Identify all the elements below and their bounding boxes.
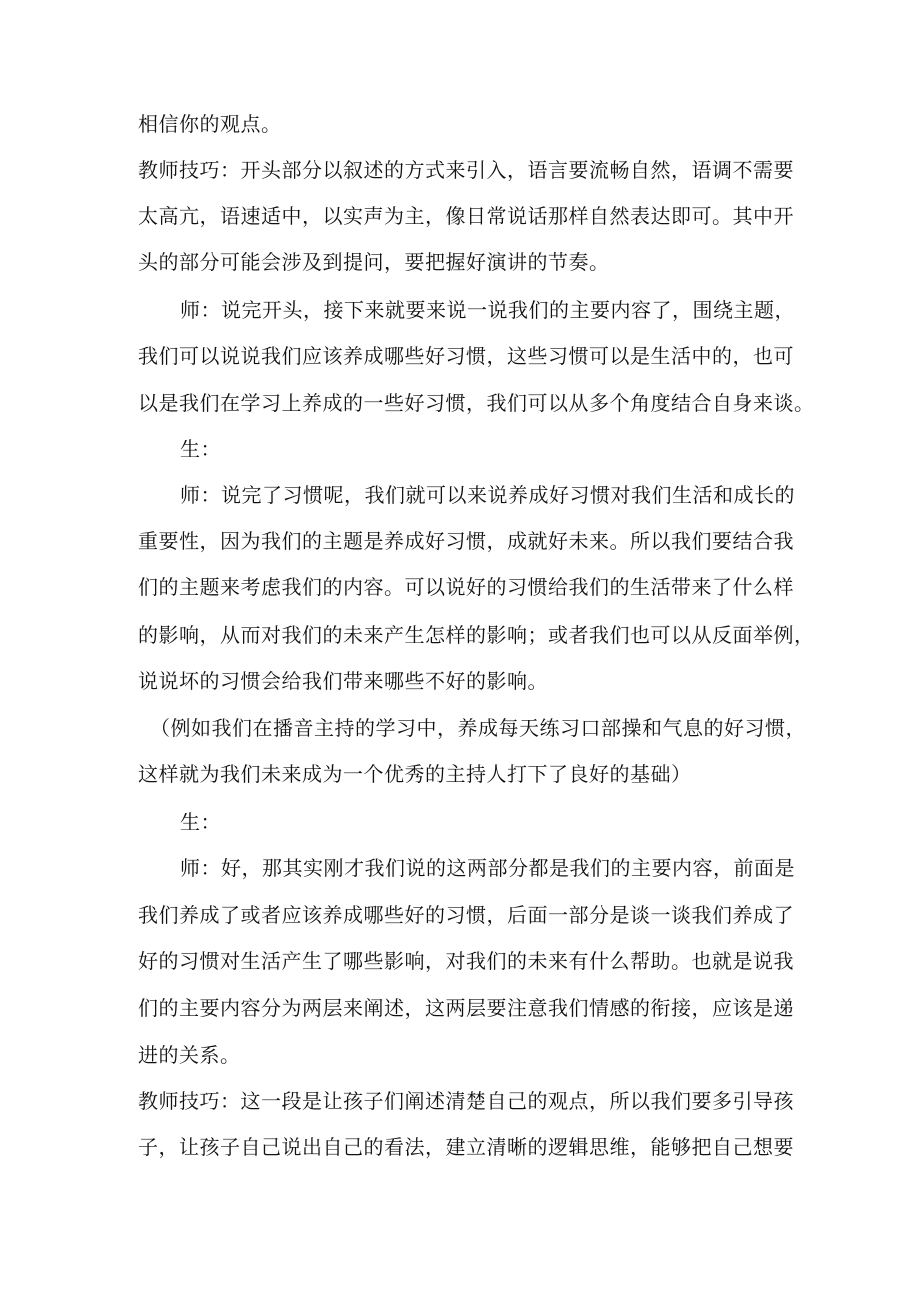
text-line: 进的关系。 bbox=[138, 1043, 241, 1067]
text-line: 师：说完开头，接下来就要来说一说我们的主要内容了，围绕主题， bbox=[180, 298, 795, 322]
text-line: 们的主题来考虑我们的内容。可以说好的习惯给我们的生活带来了什么样 bbox=[138, 575, 794, 599]
text-line: 教师技巧：开头部分以叙述的方式来引入，语言要流畅自然，语调不需要 bbox=[138, 158, 794, 182]
text-line: 们的主要内容分为两层来阐述，这两层要注意我们情感的衔接，应该是递 bbox=[138, 996, 794, 1020]
text-line: 生： bbox=[180, 437, 221, 461]
text-line: 师：好，那其实刚才我们说的这两部分都是我们的主要内容，前面是 bbox=[180, 856, 795, 880]
text-line: 我们可以说说我们应该养成哪些好习惯，这些习惯可以是生活中的，也可 bbox=[138, 344, 794, 368]
text-line: 以是我们在学习上养成的一些好习惯，我们可以从多个角度结合自身来谈。 bbox=[138, 391, 815, 415]
text-line: 说说坏的习惯会给我们带来哪些不好的影响。 bbox=[138, 669, 548, 693]
text-line: 教师技巧：这一段是让孩子们阐述清楚自己的观点，所以我们要多引导孩 bbox=[138, 1089, 794, 1113]
text-line: 生： bbox=[180, 810, 221, 834]
text-line: （例如我们在播音主持的学习中，养成每天练习口部操和气息的好习惯， bbox=[150, 716, 806, 740]
text-line: 头的部分可能会涉及到提问，要把握好演讲的节奏。 bbox=[138, 250, 610, 274]
text-line: 相信你的观点。 bbox=[138, 112, 282, 136]
text-line: 师：说完了习惯呢，我们就可以来说养成好习惯对我们生活和成长的 bbox=[180, 483, 795, 507]
text-line: 我们养成了或者应该养成哪些好的习惯，后面一部分是谈一谈我们养成了 bbox=[138, 903, 794, 927]
text-line: 这样就为我们未来成为一个优秀的主持人打下了良好的基础） bbox=[138, 762, 692, 786]
text-line: 子，让孩子自己说出自己的看法，建立清晰的逻辑思维，能够把自己想要 bbox=[138, 1135, 794, 1159]
text-line: 太高亢，语速适中，以实声为主，像日常说话那样自然表达即可。其中开 bbox=[138, 204, 794, 228]
text-line: 的影响，从而对我们的未来产生怎样的影响；或者我们也可以从反面举例， bbox=[138, 623, 815, 647]
text-line: 好的习惯对生活产生了哪些影响，对我们的未来有什么帮助。也就是说我 bbox=[138, 949, 794, 973]
text-line: 重要性，因为我们的主题是养成好习惯，成就好未来。所以我们要结合我 bbox=[138, 529, 794, 553]
